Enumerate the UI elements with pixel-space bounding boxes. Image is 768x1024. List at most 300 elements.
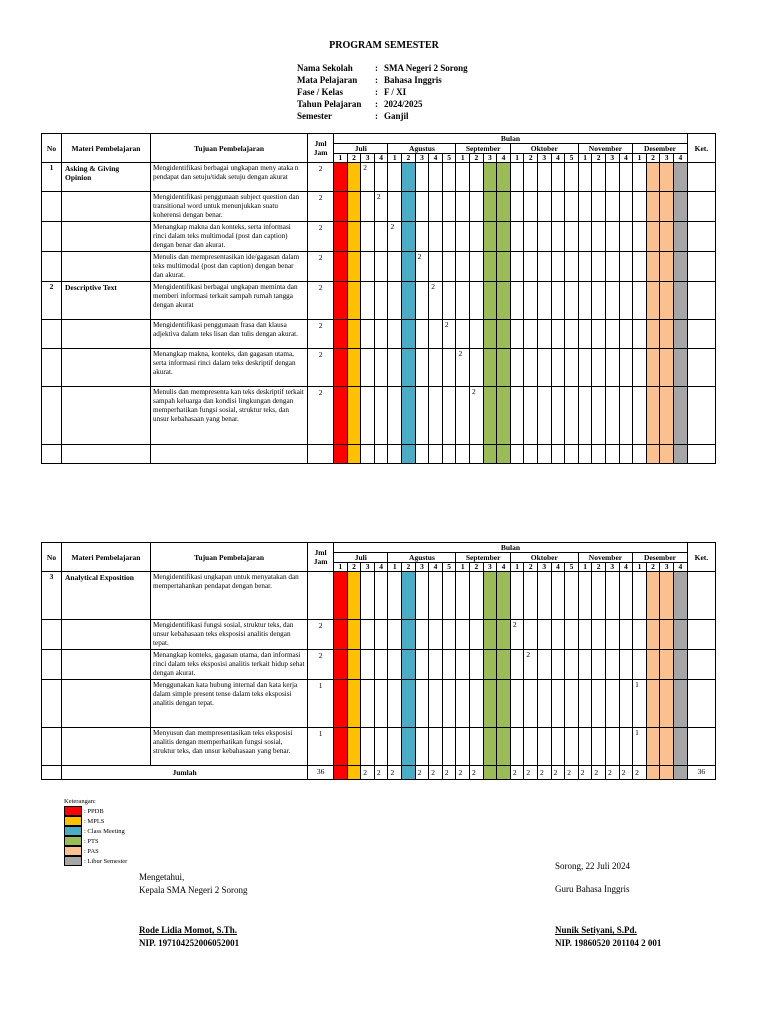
legend-item [64,826,127,836]
week-cell [660,620,674,650]
week-cell [592,650,606,680]
week-cell [497,163,511,192]
program-table-1 [41,133,716,464]
row-jml: 2 [308,192,334,222]
week-cell [592,349,606,387]
total-week-cell [660,766,674,780]
week-cell [551,728,565,766]
week-cell [497,445,511,464]
week-cell [442,445,456,464]
week-cell [361,680,375,728]
row-ket [687,445,715,464]
week-cell [374,620,388,650]
row-no [42,192,62,222]
week-cell [497,222,511,252]
week-cell [605,349,619,387]
total-label: Jumlah [62,766,308,780]
week-number: 3 [538,563,552,572]
week-cell: 1 [633,728,647,766]
total-week-cell: 2 [619,766,633,780]
total-week-cell: 2 [415,766,429,780]
week-cell [347,387,361,445]
legend-label: : Libur Semester [84,857,128,865]
week-cell [660,222,674,252]
week-number: 2 [402,154,416,163]
week-cell [470,320,484,349]
info-colon: : [375,111,378,121]
month-header: Oktober [510,553,578,563]
week-cell [497,192,511,222]
week-cell [551,252,565,282]
week-cell [538,572,552,620]
row-no [42,387,62,445]
week-cell [374,222,388,252]
legend-item [64,806,127,816]
row-materi [62,728,151,766]
row-no [42,349,62,387]
week-cell [415,572,429,620]
week-cell [660,572,674,620]
table-row [42,252,716,282]
week-cell [619,650,633,680]
week-cell [347,445,361,464]
week-cell [619,192,633,222]
week-cell [470,620,484,650]
info-row [297,110,468,122]
week-cell [578,445,592,464]
week-cell [442,252,456,282]
total-week-cell [646,766,660,780]
week-number: 3 [415,563,429,572]
week-cell [673,572,687,620]
week-cell [347,572,361,620]
total-week-cell [402,766,416,780]
row-no: 2 [42,282,62,320]
week-cell [374,163,388,192]
week-cell [415,320,429,349]
week-number: 1 [633,154,647,163]
total-week-cell: 2 [538,766,552,780]
week-cell [619,680,633,728]
week-cell [524,680,538,728]
week-cell [673,445,687,464]
row-jml: 2 [308,163,334,192]
week-cell: 2 [510,620,524,650]
table-row [42,728,716,766]
legend-label: : PTS [84,837,99,845]
week-number: 3 [660,154,674,163]
signature-left-line1: Mengetahui, [139,872,185,882]
total-week-cell [497,766,511,780]
week-cell [673,163,687,192]
week-cell [551,163,565,192]
row-ket [687,252,715,282]
row-materi [62,320,151,349]
week-cell [442,650,456,680]
week-cell [347,192,361,222]
week-cell [361,320,375,349]
week-cell [347,620,361,650]
week-cell [483,320,497,349]
week-cell [551,282,565,320]
week-cell [538,192,552,222]
week-cell [619,728,633,766]
week-cell [415,680,429,728]
week-cell [388,650,402,680]
week-cell [633,620,647,650]
week-cell [510,349,524,387]
week-cell [673,620,687,650]
week-cell [361,282,375,320]
week-cell [456,192,470,222]
row-tujuan: Menangkap makna dan konteks, serta informasi rinci dalam teks multimodal (post dan caption) dengan benar dan akurat. [151,222,308,252]
week-cell [470,728,484,766]
week-cell [388,252,402,282]
row-materi: Asking & Giving Opinion [62,163,151,192]
row-jml [308,445,334,464]
total-week-cell: 2 [524,766,538,780]
week-number: 5 [565,154,579,163]
week-number: 1 [578,154,592,163]
week-cell [605,192,619,222]
row-materi [62,650,151,680]
program-table-2 [41,542,716,780]
week-cell [592,320,606,349]
week-cell [347,163,361,192]
row-ket [687,572,715,620]
week-cell [538,282,552,320]
week-cell [429,620,443,650]
week-cell [592,680,606,728]
row-materi: Descriptive Text [62,282,151,320]
total-week-cell: 2 [578,766,592,780]
week-cell [429,650,443,680]
week-cell [565,163,579,192]
week-cell [605,163,619,192]
table-row [42,349,716,387]
week-cell [605,650,619,680]
week-cell [605,282,619,320]
week-cell [483,445,497,464]
week-cell [374,282,388,320]
week-cell [524,445,538,464]
week-cell [660,387,674,445]
week-cell [592,728,606,766]
week-cell [361,192,375,222]
total-week-cell: 2 [592,766,606,780]
week-cell [605,620,619,650]
week-cell [646,445,660,464]
week-cell: 2 [456,349,470,387]
signature-right-date: Sorong, 22 Juli 2024 [555,861,631,871]
header-ket: Ket. [687,134,715,163]
week-cell [660,282,674,320]
week-cell [565,445,579,464]
week-cell [578,163,592,192]
legend-label: : MPLS [84,817,105,825]
header-tujuan: Tujuan Pembelajaran [151,543,308,572]
row-ket [687,192,715,222]
week-cell [633,163,647,192]
total-week-cell: 2 [374,766,388,780]
week-cell [673,728,687,766]
week-number: 4 [497,563,511,572]
week-cell [483,192,497,222]
week-cell: 2 [442,320,456,349]
week-number: 4 [673,563,687,572]
week-cell [429,728,443,766]
legend-items [64,806,127,866]
row-materi: Analytical Exposition [62,572,151,620]
week-number: 4 [551,154,565,163]
week-cell [565,349,579,387]
month-header: Oktober [510,144,578,154]
month-header: Agustus [388,553,456,563]
week-number: 3 [483,563,497,572]
table-row [42,163,716,192]
week-cell [347,282,361,320]
legend-swatch [64,826,82,836]
week-number: 3 [605,154,619,163]
week-cell [524,252,538,282]
week-cell [388,680,402,728]
table-row [42,650,716,680]
week-cell [510,320,524,349]
week-cell [592,222,606,252]
week-cell [415,650,429,680]
legend-item [64,856,127,866]
week-cell [619,163,633,192]
week-cell [415,282,429,320]
row-jml: 2 [308,252,334,282]
week-number: 2 [402,563,416,572]
week-number: 1 [510,154,524,163]
week-number: 1 [456,154,470,163]
week-cell [538,222,552,252]
week-cell [551,387,565,445]
week-cell [402,387,416,445]
week-cell [619,252,633,282]
week-cell [402,320,416,349]
week-cell [470,282,484,320]
week-cell [510,282,524,320]
week-cell [538,445,552,464]
week-cell [497,252,511,282]
row-tujuan: Menyusun dan mempresentasikan teks eksposisi analitis dengan memperhatikan fungsi sosial, struktur teks, dan unsur kebahasaan yang benar. [151,728,308,766]
legend-label: : PAS [84,847,99,855]
week-cell [429,163,443,192]
week-number: 1 [388,154,402,163]
week-cell [660,252,674,282]
week-cell [429,252,443,282]
week-cell [673,192,687,222]
week-cell [619,445,633,464]
total-week-cell: 2 [633,766,647,780]
legend-swatch [64,846,82,856]
week-number: 4 [374,154,388,163]
week-cell [388,163,402,192]
legend-swatch [64,816,82,826]
week-cell [510,163,524,192]
week-cell [442,163,456,192]
week-cell [524,282,538,320]
week-cell [374,680,388,728]
month-header: Desember [633,553,688,563]
week-number: 1 [633,563,647,572]
week-cell [633,349,647,387]
header-jml: Jml Jam [308,134,334,163]
total-jml: 36 [308,766,334,780]
week-cell [578,680,592,728]
week-cell [524,572,538,620]
row-ket [687,650,715,680]
row-tujuan: Menangkap makna, konteks, dan gagasan utama, serta informasi rinci dalam teks deskriptif dengan akurat. [151,349,308,387]
week-cell [538,680,552,728]
week-cell [483,572,497,620]
week-cell [402,445,416,464]
week-cell [565,282,579,320]
week-cell [592,387,606,445]
week-cell [510,252,524,282]
row-no: 3 [42,572,62,620]
week-cell [374,650,388,680]
week-cell [646,387,660,445]
week-cell [442,349,456,387]
month-header: November [578,144,632,154]
week-cell [415,387,429,445]
header-tujuan: Tujuan Pembelajaran [151,134,308,163]
week-cell [605,320,619,349]
week-cell [592,252,606,282]
week-cell [619,222,633,252]
legend-swatch [64,806,82,816]
week-cell [442,192,456,222]
week-cell [429,192,443,222]
row-materi [62,445,151,464]
table-row [42,282,716,320]
week-cell [456,445,470,464]
week-cell [334,282,348,320]
week-cell [361,728,375,766]
row-jml: 2 [308,349,334,387]
legend-title: Keterangan: [64,798,96,805]
info-label: Semester [297,111,332,121]
row-jml: 1 [308,728,334,766]
week-cell [633,387,647,445]
week-number: 2 [470,154,484,163]
week-number: 4 [619,563,633,572]
week-cell [592,163,606,192]
week-cell [565,620,579,650]
week-cell [483,282,497,320]
week-cell [347,252,361,282]
week-cell [361,349,375,387]
row-no [42,728,62,766]
week-cell [619,320,633,349]
week-cell [442,680,456,728]
week-cell [551,192,565,222]
row-tujuan: Mengidentifikasi penggunaan subject question dan transitional word untuk menunjukkan suatu koherensi dengan benar. [151,192,308,222]
week-cell [578,192,592,222]
week-number: 5 [442,563,456,572]
total-week-cell: 2 [565,766,579,780]
week-cell [646,252,660,282]
week-number: 1 [334,154,348,163]
week-cell [415,445,429,464]
week-cell [646,349,660,387]
week-cell [510,572,524,620]
week-cell [619,282,633,320]
month-header: September [456,144,510,154]
week-cell [470,163,484,192]
info-value: SMA Negeri 2 Sorong [384,63,468,73]
week-cell [456,222,470,252]
week-cell [660,650,674,680]
week-cell [497,282,511,320]
week-cell [374,445,388,464]
week-cell [619,349,633,387]
week-cell [388,572,402,620]
total-week-cell: 2 [605,766,619,780]
week-cell [374,252,388,282]
week-cell [605,387,619,445]
week-cell [565,572,579,620]
legend-label: : PPDB [84,807,104,815]
week-cell [334,252,348,282]
week-cell [361,620,375,650]
week-cell [578,728,592,766]
week-cell [605,222,619,252]
week-cell [578,349,592,387]
week-cell [483,349,497,387]
week-cell [660,192,674,222]
week-cell [660,445,674,464]
row-ket [687,680,715,728]
week-cell [483,680,497,728]
info-row [297,62,468,74]
total-week-cell [483,766,497,780]
signature-left-name-block [139,924,239,950]
week-cell [429,222,443,252]
week-cell [524,163,538,192]
week-cell [361,572,375,620]
row-ket [687,728,715,766]
week-cell [605,572,619,620]
week-cell [673,282,687,320]
week-number: 2 [347,154,361,163]
week-cell [442,728,456,766]
info-colon: : [375,99,378,109]
week-cell [578,387,592,445]
row-tujuan [151,445,308,464]
week-cell [510,650,524,680]
row-no: 1 [42,163,62,192]
week-cell [538,163,552,192]
week-cell [483,620,497,650]
week-cell [510,728,524,766]
week-cell [334,445,348,464]
table-row [42,320,716,349]
row-materi [62,349,151,387]
week-cell [605,445,619,464]
week-cell [646,282,660,320]
row-tujuan: Menggunakan kata hubung internal dan kata kerja dalam simple present tense dalam teks eksposisi analitis dengan tepat. [151,680,308,728]
week-number: 4 [429,154,443,163]
week-cell [524,349,538,387]
row-ket [687,163,715,192]
week-cell [497,728,511,766]
week-cell [347,680,361,728]
